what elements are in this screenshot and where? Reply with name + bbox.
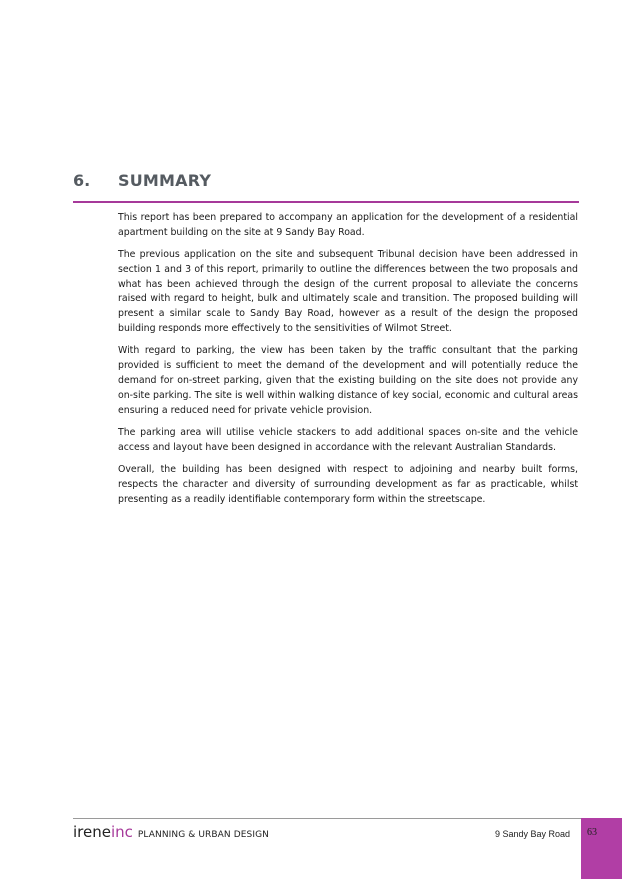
section-title: SUMMARY (118, 171, 212, 190)
page-number: 63 (587, 827, 597, 838)
footer-address: 9 Sandy Bay Road (494, 829, 570, 839)
paragraph: This report has been prepared to accompany an application for the development of a residential apartment building on the site at 9 Sandy Bay Road. (118, 212, 578, 238)
section-heading (73, 171, 578, 195)
page-number-block (581, 818, 622, 879)
logo-tagline: PLANNING & URBAN DESIGN (137, 830, 270, 840)
summary-body (118, 211, 578, 515)
logo-irene-text: irene (73, 823, 111, 841)
paragraph: With regard to parking, the view has been taken by the traffic consultant that the parking provided is sufficient to meet the demand of the development and will potentially reduce the demand for on-street parking, given that the existing building on the site does not provide any on-site parking. The site is well within walking distance of key social, economic and cultural areas ensuring a reduced need for private vehicle provision. (118, 345, 578, 416)
footer-divider (73, 818, 581, 819)
logo-inc-text: inc (110, 823, 133, 841)
paragraph: The previous application on the site and subsequent Tribunal decision have been addressed in section 1 and 3 of this report, primarily to outline the differences between the two proposals and what has been achieved through the design of the current proposal to alleviate the concerns raised with regard to height, bulk and ultimately scale and transition. The proposed building will present a similar scale to Sandy Bay Road, however as a result of the design the proposed building responds more effectively to the sensitivities of Wilmot Street. (118, 249, 578, 335)
heading-divider (73, 201, 579, 203)
section-number: 6. (73, 171, 91, 190)
paragraph: Overall, the building has been designed with respect to adjoining and nearby built forms, respects the character and diversity of surrounding development as far as practicable, whilst presenting as a readily identifiable contemporary form within the streetscape. (118, 463, 578, 505)
paragraph: The parking area will utilise vehicle stackers to add additional spaces on-site and the vehicle access and layout have been designed in accordance with the relevant Australian Standards. (118, 426, 578, 453)
company-logo (73, 822, 269, 842)
